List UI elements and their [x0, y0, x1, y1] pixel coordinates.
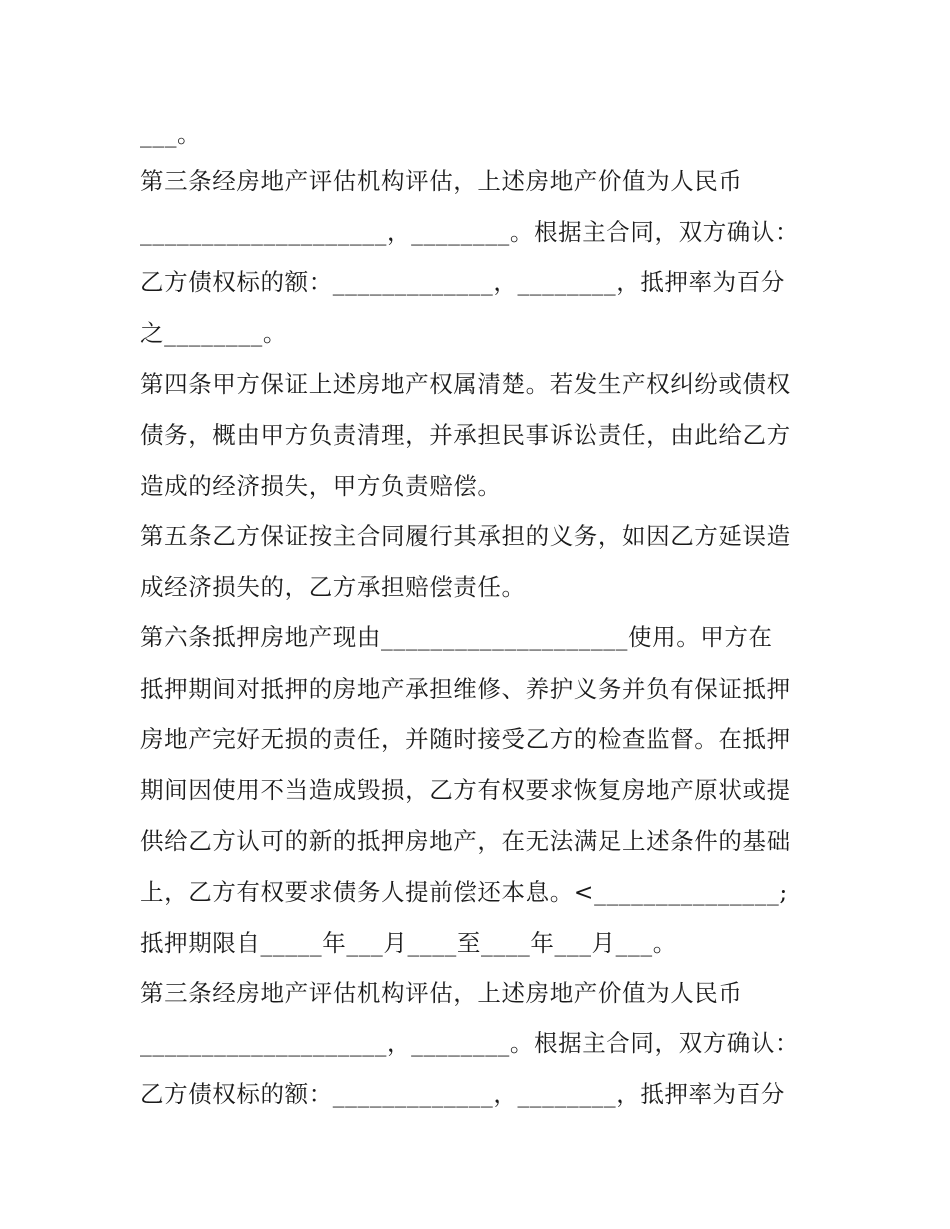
- text-line: 供给乙方认可的新的抵押房地产，在无法满足上述条件的基础: [140, 827, 791, 855]
- text-line: ____________________，________。根据主合同，双方确认：: [140, 1029, 800, 1057]
- text-line: 之________。: [140, 319, 287, 347]
- text-line: 债务，概由甲方负责清理，并承担民事诉讼责任，由此给乙方: [140, 421, 791, 449]
- text-line: 第五条乙方保证按主合同履行其承担的义务，如因乙方延误造: [140, 522, 791, 550]
- text-line: 乙方债权标的额：_____________，________，抵押率为百分: [140, 1080, 785, 1108]
- text-line: ___。: [140, 120, 202, 148]
- text-line: 第三条经房地产评估机构评估，上述房地产价值为人民币: [140, 167, 743, 195]
- text-line: 第六条抵押房地产现由____________________使用。甲方在: [140, 623, 773, 651]
- text-line: 第四条甲方保证上述房地产权属清楚。若发生产权纠纷或债权: [140, 370, 791, 398]
- text-line: 期间因使用不当造成毁损，乙方有权要求恢复房地产原状或提: [140, 776, 791, 804]
- text-line: 成经济损失的，乙方承担赔偿责任。: [140, 573, 526, 601]
- text-line: 造成的经济损失，甲方负责赔偿。: [140, 472, 502, 500]
- text-line: 房地产完好无损的责任，并随时接受乙方的检查监督。在抵押: [140, 725, 791, 753]
- text-line: 抵押期间对抵押的房地产承担维修、养护义务并负有保证抵押: [140, 675, 791, 703]
- text-line: ____________________，________。根据主合同，双方确认：: [140, 218, 800, 246]
- text-line: 第三条经房地产评估机构评估，上述房地产价值为人民币: [140, 979, 743, 1007]
- text-line: 上，乙方有权要求债务人提前偿还本息。<_______________;: [140, 878, 788, 906]
- text-line: 抵押期限自_____年___月____至____年___月___。: [140, 929, 677, 957]
- text-line: 乙方债权标的额：_____________，________，抵押率为百分: [140, 268, 785, 296]
